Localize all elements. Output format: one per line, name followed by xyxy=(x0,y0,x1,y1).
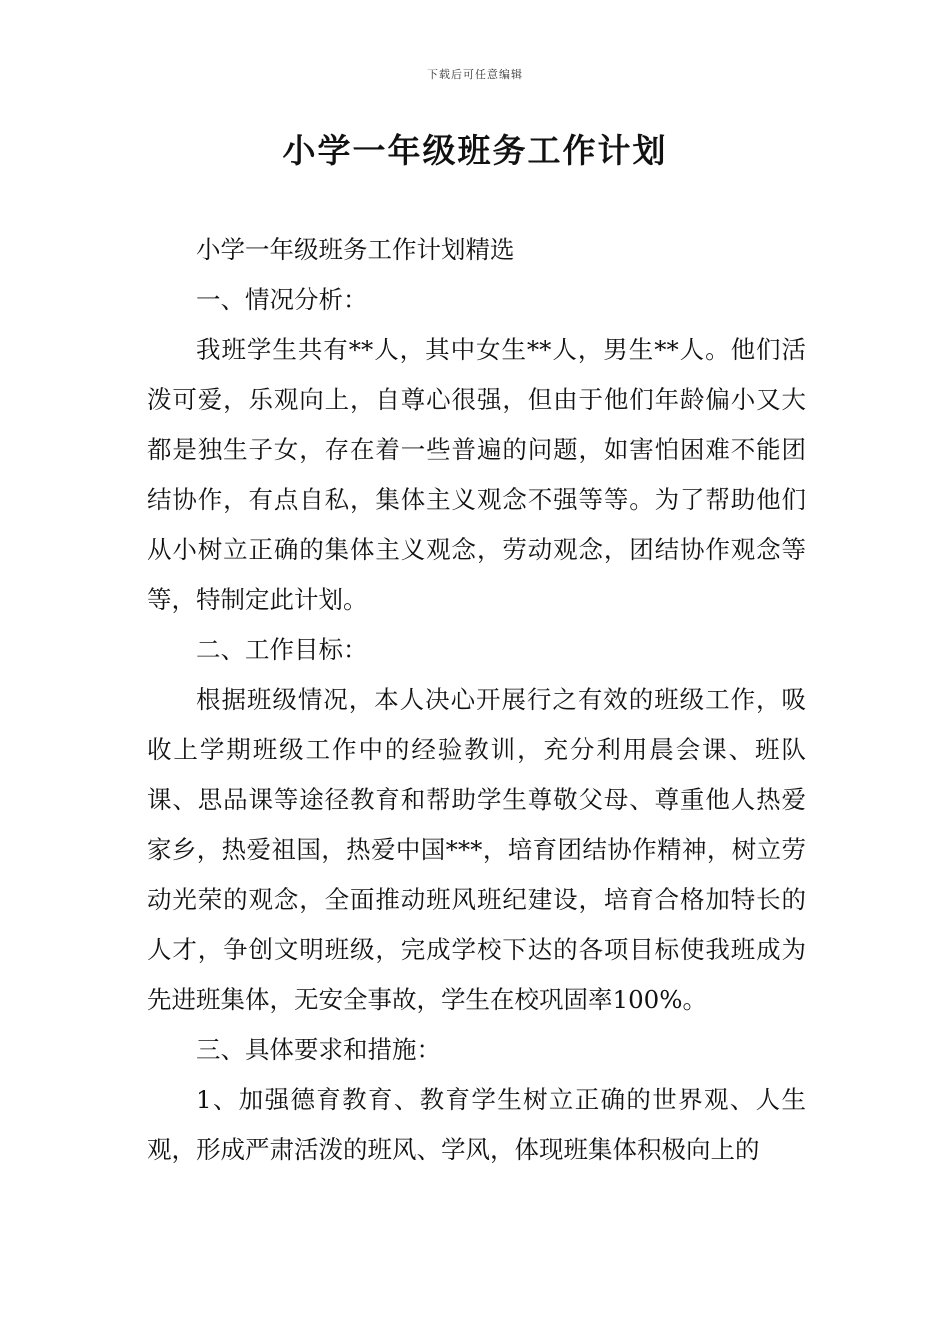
section-heading-situation: 一、情况分析： xyxy=(196,285,368,314)
document-title: 小学一年级班务工作计划 xyxy=(282,131,668,170)
subtitle-paragraph: 小学一年级班务工作计划精选 xyxy=(196,235,515,264)
goals-paragraph: 根据班级情况，本人决心开展行之有效的班级工作，吸收上学期班级工作中的经验教训，充分利用晨会课、班队课、思品课等途径教育和帮助学生尊敬父母、尊重他人热爱家乡，热爱祖国，热爱中国***，培育团结协作精神，树立劳动光荣的观念，全面推动班风班纪建设，培育合格加特长的人才，争创文明班级，完成学校下达的各项目标使我班成为先进班集体，无安全事故，学生在校巩固率100%。 xyxy=(147,685,806,1014)
header-note: 下载后可任意编辑 xyxy=(427,68,523,81)
measures-paragraph-1: 1、加强德育教育、教育学生树立正确的世界观、人生观，形成严肃活泼的班风、学风，体现班集体积极向上的 xyxy=(147,1085,806,1164)
document-body xyxy=(147,225,806,1175)
section-heading-goals: 二、工作目标： xyxy=(196,635,368,664)
situation-paragraph: 我班学生共有**人，其中女生**人，男生**人。他们活泼可爱，乐观向上，自尊心很强，但由于他们年龄偏小又大都是独生子女，存在着一些普遍的问题，如害怕困难不能团结协作，有点自私，集体主义观念不强等等。为了帮助他们从小树立正确的集体主义观念，劳动观念，团结协作观念等等，特制定此计划。 xyxy=(147,335,806,614)
section-heading-measures: 三、具体要求和措施： xyxy=(196,1035,441,1064)
